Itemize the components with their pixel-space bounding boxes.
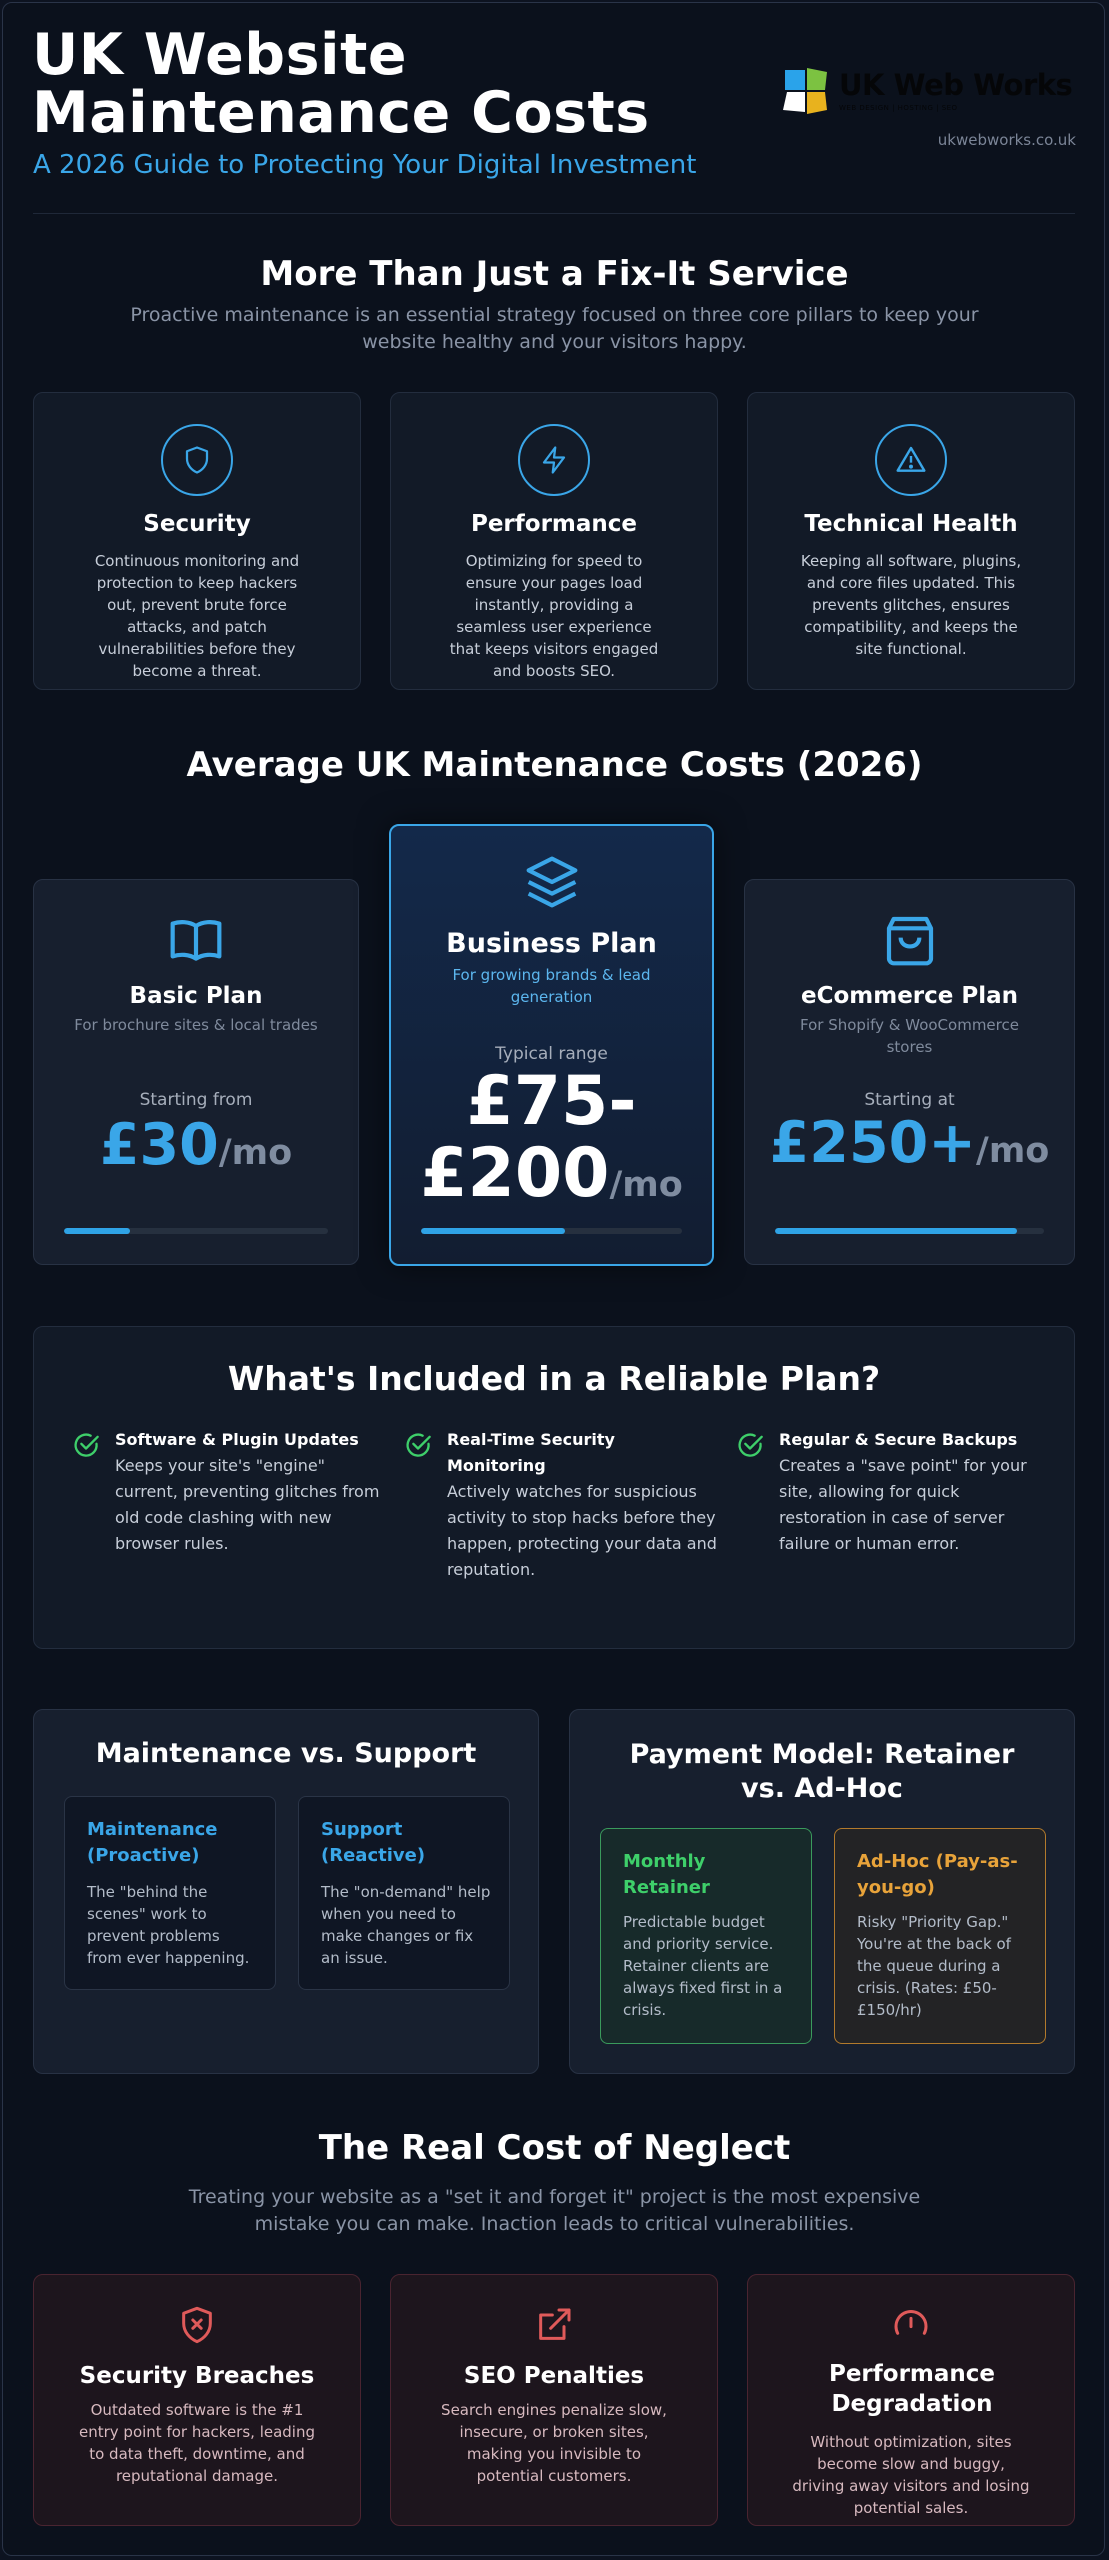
retainer-title: Monthly Retainer: [623, 1851, 710, 1898]
neglect-item-title: Security Breaches: [79, 2363, 315, 2389]
included-panel: [33, 1326, 1075, 1649]
check-circle-icon: [404, 1431, 432, 1459]
neglect-item-text: Without optimization, sites become slow and buggy, driving away visitors and losing potential sales.: [792, 2433, 1030, 2517]
shopping-bag-icon: [882, 912, 938, 968]
pillar-card-security: [33, 392, 361, 690]
header-divider: [33, 213, 1075, 214]
warning-triangle-icon: [875, 424, 947, 496]
plan-price-label: Starting at: [864, 1090, 955, 1110]
pillar-text: Optimizing for speed to ensure your pages load instantly, providing a seamless user experience that keeps visitors engaged and boosts SEO.: [449, 552, 659, 680]
retainer-text: Predictable budget and priority service. Retainer clients are always fixed first in a crisis.: [623, 1913, 783, 2019]
retainer-card: [600, 1828, 812, 2044]
payment-model-panel: [569, 1709, 1075, 2074]
maintenance-text: The "behind the scenes" work to prevent problems from ever happening.: [87, 1883, 250, 1967]
price-card-ecommerce[interactable]: [744, 879, 1075, 1265]
plan-level-fill: [421, 1228, 565, 1234]
plan-price: [34, 1110, 358, 1188]
plan-price: [391, 1062, 712, 1221]
adhoc-card: [834, 1828, 1046, 2044]
plan-level-fill: [775, 1228, 1017, 1234]
page-title: UK Website Maintenance Costs: [32, 22, 650, 146]
shield-icon: [161, 424, 233, 496]
support-title: Support (Reactive): [321, 1819, 426, 1866]
logo[interactable]: [781, 66, 1073, 118]
pillar-text: Continuous monitoring and protection to keep hackers out, prevent brute force attacks, and patch vulnerabilities before they become a threat.: [94, 552, 300, 680]
neglect-item-text: Outdated software is the #1 entry point for hackers, leading to data theft, downtime, and reputational damage.: [79, 2401, 315, 2485]
page-frame: [2, 2, 1105, 2556]
included-item-text: [779, 1427, 1049, 1557]
external-link-icon: [534, 2305, 574, 2345]
adhoc-text: Risky "Priority Gap." You're at the back of the queue during a crisis. (Rates: £50-£150/hr): [857, 1913, 1011, 2019]
plan-name: Basic Plan: [129, 983, 263, 1009]
included-item-title: Regular & Secure Backups: [779, 1430, 1018, 1449]
site-url[interactable]: ukwebworks.co.uk: [937, 131, 1076, 149]
logo-text: UK Web Works: [839, 68, 1073, 102]
plan-price-period: /mo: [218, 1133, 293, 1173]
plan-name: Business Plan: [446, 928, 657, 959]
plan-description: For brochure sites & local trades: [74, 1016, 318, 1034]
neglect-item-title: Performance Degradation: [828, 2361, 996, 2417]
logo-icon: [781, 66, 831, 116]
plan-price: [745, 1108, 1074, 1186]
plan-price-period: /mo: [976, 1131, 1050, 1171]
plan-level-fill: [64, 1228, 130, 1234]
page-subtitle: A 2026 Guide to Protecting Your Digital Investment: [33, 150, 697, 180]
included-item-description: Keeps your site's "engine" current, preventing glitches from old code clashing with new browser rules.: [115, 1456, 380, 1553]
pillar-text: Keeping all software, plugins, and core files updated. This prevents glitches, ensures compatibility, and keeps the site functional.: [800, 552, 1022, 658]
neglect-title: The Real Cost of Neglect: [318, 2128, 791, 2168]
gauge-icon: [891, 2305, 931, 2345]
price-card-basic[interactable]: [33, 879, 359, 1265]
logo-tagline: WEB DESIGN | HOSTING | SEO: [839, 104, 958, 112]
plan-price-label: Starting from: [139, 1090, 253, 1110]
plan-price-line-2: £200: [420, 1134, 610, 1213]
plan-level-bar: [421, 1228, 682, 1234]
plan-name: eCommerce Plan: [800, 983, 1019, 1009]
plan-price-value: £250+: [769, 1110, 977, 1176]
included-item-text: [115, 1427, 385, 1557]
plan-price-value: £30: [99, 1112, 219, 1178]
support-card: [298, 1796, 510, 1990]
pillar-title: Performance: [470, 511, 638, 537]
pillar-title: Security: [143, 511, 251, 537]
book-icon: [168, 912, 224, 968]
maintenance-title: Maintenance (Proactive): [87, 1819, 218, 1866]
layers-icon: [524, 854, 580, 910]
check-circle-icon: [72, 1431, 100, 1459]
neglect-description: Treating your website as a "set it and forget it" project is the most expensive mistake you can make. Inaction leads to critical vulnerabilities.: [188, 2186, 921, 2235]
included-item-title: Real-Time Security Monitoring: [447, 1430, 615, 1475]
maintenance-vs-support-title: Maintenance vs. Support: [95, 1738, 477, 1769]
included-item-title: Software & Plugin Updates: [115, 1430, 359, 1449]
adhoc-title: Ad-Hoc (Pay-as-you-go): [857, 1851, 1018, 1898]
neglect-card-seo-penalties: [390, 2274, 718, 2526]
included-item-description: Creates a "save point" for your site, allowing for quick restoration in case of server failure or human error.: [779, 1456, 1027, 1553]
plan-description: For Shopify & WooCommerce stores: [800, 1016, 1019, 1056]
included-item-text: [447, 1427, 717, 1583]
neglect-item-title: SEO Penalties: [463, 2363, 645, 2389]
pillar-title: Technical Health: [804, 511, 1018, 537]
pillars-description: Proactive maintenance is an essential strategy focused on three core pillars to keep your website healthy and your visitors happy.: [130, 304, 979, 353]
plan-price-line-1: £75-: [466, 1062, 637, 1141]
plan-description: For growing brands & lead generation: [452, 966, 651, 1006]
maintenance-card: [64, 1796, 276, 1990]
check-circle-icon: [736, 1431, 764, 1459]
pillar-card-technical-health: [747, 392, 1075, 690]
neglect-card-security-breaches: [33, 2274, 361, 2526]
plan-price-period: /mo: [609, 1165, 683, 1205]
plan-level-bar: [775, 1228, 1044, 1234]
neglect-card-performance-degradation: [747, 2274, 1075, 2526]
pillar-card-performance: [390, 392, 718, 690]
plan-level-bar: [64, 1228, 328, 1234]
neglect-item-text: Search engines penalize slow, insecure, or broken sites, making you invisible to potential customers.: [441, 2401, 667, 2485]
pricing-title: Average UK Maintenance Costs (2026): [186, 745, 923, 785]
plan-price-label: Typical range: [495, 1044, 608, 1064]
included-title: What's Included in a Reliable Plan?: [227, 1359, 881, 1398]
included-item-description: Actively watches for suspicious activity to stop hacks before they happen, protecting your data and reputation.: [447, 1482, 717, 1579]
price-card-business[interactable]: [389, 824, 714, 1266]
maintenance-vs-support-panel: [33, 1709, 539, 2074]
support-text: The "on-demand" help when you need to make changes or fix an issue.: [321, 1883, 491, 1967]
payment-model-title: Payment Model: Retainer vs. Ad-Hoc: [629, 1739, 1015, 1804]
pillars-title: More Than Just a Fix-It Service: [260, 254, 849, 294]
lightning-icon: [518, 424, 590, 496]
shield-x-icon: [177, 2305, 217, 2345]
